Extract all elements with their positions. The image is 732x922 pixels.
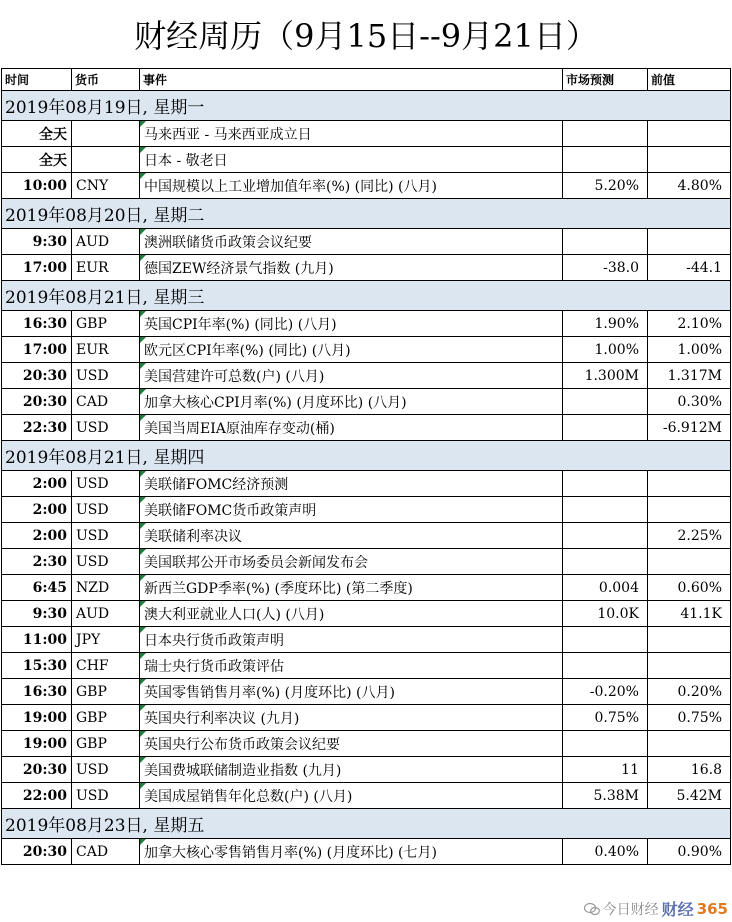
- event-name: 德国ZEW经济景气指数 (九月): [140, 255, 563, 281]
- page-title: 财经周历（9月15日--9月21日）: [134, 17, 598, 55]
- day-label: 2019年08月21日, 星期四: [2, 441, 731, 471]
- event-currency: GBP: [72, 679, 140, 705]
- event-previous: [648, 229, 731, 255]
- event-row: [2, 653, 731, 679]
- event-currency: [72, 121, 140, 147]
- event-currency: GBP: [72, 311, 140, 337]
- event-previous: 5.42M: [648, 783, 731, 809]
- event-name: 中国规模以上工业增加值年率(%) (同比) (八月): [140, 173, 563, 199]
- event-forecast: 1.300M: [563, 363, 648, 389]
- event-previous: -6.912M: [648, 415, 731, 441]
- event-currency: CNY: [72, 173, 140, 199]
- event-currency: [72, 147, 140, 173]
- event-currency: USD: [72, 471, 140, 497]
- event-time: 17:00: [2, 337, 72, 363]
- event-previous: [648, 147, 731, 173]
- event-previous: 0.30%: [648, 389, 731, 415]
- event-currency: USD: [72, 757, 140, 783]
- event-currency: USD: [72, 415, 140, 441]
- event-time: 20:30: [2, 839, 72, 865]
- day-label: 2019年08月19日, 星期一: [2, 91, 731, 121]
- event-time: 9:30: [2, 229, 72, 255]
- event-forecast: [563, 523, 648, 549]
- event-time: 16:30: [2, 679, 72, 705]
- event-name: 美国联邦公开市场委员会新闻发布会: [140, 549, 563, 575]
- event-time: 2:00: [2, 523, 72, 549]
- day-label: 2019年08月21日, 星期三: [2, 281, 731, 311]
- day-header-row: [2, 441, 731, 471]
- event-name: 欧元区CPI年率(%) (同比) (八月): [140, 337, 563, 363]
- event-row: [2, 601, 731, 627]
- event-time: 16:30: [2, 311, 72, 337]
- event-previous: [648, 653, 731, 679]
- day-label: 2019年08月23日, 星期五: [2, 809, 731, 839]
- event-previous: 41.1K: [648, 601, 731, 627]
- event-row: [2, 731, 731, 757]
- event-name: 美联储利率决议: [140, 523, 563, 549]
- event-previous: [648, 471, 731, 497]
- event-previous: [648, 497, 731, 523]
- event-previous: 0.75%: [648, 705, 731, 731]
- watermark-brand-num: 365: [696, 899, 728, 918]
- event-previous: 1.00%: [648, 337, 731, 363]
- event-forecast: 11: [563, 757, 648, 783]
- event-forecast: [563, 731, 648, 757]
- event-previous: 16.8: [648, 757, 731, 783]
- event-forecast: [563, 549, 648, 575]
- event-previous: [648, 627, 731, 653]
- event-row: [2, 471, 731, 497]
- day-header-row: [2, 91, 731, 121]
- event-currency: CAD: [72, 389, 140, 415]
- event-forecast: [563, 627, 648, 653]
- event-name: 英国零售销售月率(%) (月度环比) (八月): [140, 679, 563, 705]
- event-name: 美国费城联储制造业指数 (九月): [140, 757, 563, 783]
- event-name: 新西兰GDP季率(%) (季度环比) (第二季度): [140, 575, 563, 601]
- event-currency: CHF: [72, 653, 140, 679]
- col-header-currency: 货币: [72, 69, 140, 91]
- event-forecast: 0.40%: [563, 839, 648, 865]
- col-header-time: 时间: [2, 69, 72, 91]
- event-currency: USD: [72, 523, 140, 549]
- col-header-forecast: 市场预测: [563, 69, 648, 91]
- event-previous: -44.1: [648, 255, 731, 281]
- event-previous: 2.10%: [648, 311, 731, 337]
- event-currency: NZD: [72, 575, 140, 601]
- event-previous: 0.20%: [648, 679, 731, 705]
- event-time: 6:45: [2, 575, 72, 601]
- event-row: [2, 549, 731, 575]
- event-previous: [648, 731, 731, 757]
- event-currency: AUD: [72, 601, 140, 627]
- event-forecast: [563, 653, 648, 679]
- event-row: [2, 229, 731, 255]
- event-forecast: [563, 121, 648, 147]
- event-row: [2, 173, 731, 199]
- event-currency: USD: [72, 549, 140, 575]
- event-forecast: 10.0K: [563, 601, 648, 627]
- event-currency: JPY: [72, 627, 140, 653]
- event-forecast: [563, 497, 648, 523]
- event-currency: CAD: [72, 839, 140, 865]
- calendar-table: [1, 68, 731, 865]
- watermark-text: 今日财经: [602, 901, 659, 918]
- watermark: [584, 897, 728, 920]
- event-forecast: 0.004: [563, 575, 648, 601]
- event-forecast: -38.0: [563, 255, 648, 281]
- wechat-icon: [584, 902, 600, 916]
- event-name: 加拿大核心零售销售月率(%) (月度环比) (七月): [140, 839, 563, 865]
- event-name: 美国营建许可总数(户) (八月): [140, 363, 563, 389]
- event-time: 20:30: [2, 363, 72, 389]
- event-previous: [648, 121, 731, 147]
- event-row: [2, 783, 731, 809]
- event-name: 澳洲联储货币政策会议纪要: [140, 229, 563, 255]
- event-time: 10:00: [2, 173, 72, 199]
- event-name: 英国央行利率决议 (九月): [140, 705, 563, 731]
- watermark-brand: 财经: [661, 900, 694, 919]
- event-previous: 4.80%: [648, 173, 731, 199]
- event-forecast: 1.90%: [563, 311, 648, 337]
- event-row: [2, 839, 731, 865]
- event-forecast: [563, 415, 648, 441]
- event-forecast: [563, 229, 648, 255]
- event-currency: AUD: [72, 229, 140, 255]
- event-forecast: [563, 147, 648, 173]
- event-row: [2, 337, 731, 363]
- event-row: [2, 705, 731, 731]
- event-row: [2, 255, 731, 281]
- event-previous: 0.60%: [648, 575, 731, 601]
- event-forecast: -0.20%: [563, 679, 648, 705]
- event-name: 马来西亚 - 马来西亚成立日: [140, 121, 563, 147]
- event-name: 加拿大核心CPI月率(%) (月度环比) (八月): [140, 389, 563, 415]
- event-time: 11:00: [2, 627, 72, 653]
- event-row: [2, 627, 731, 653]
- event-forecast: 5.38M: [563, 783, 648, 809]
- event-currency: USD: [72, 363, 140, 389]
- event-forecast: 1.00%: [563, 337, 648, 363]
- event-row: [2, 389, 731, 415]
- event-time: 19:00: [2, 705, 72, 731]
- col-header-event: 事件: [140, 69, 563, 91]
- event-row: [2, 363, 731, 389]
- event-currency: GBP: [72, 705, 140, 731]
- event-forecast: 0.75%: [563, 705, 648, 731]
- event-name: 日本 - 敬老日: [140, 147, 563, 173]
- event-forecast: 5.20%: [563, 173, 648, 199]
- event-previous: 0.90%: [648, 839, 731, 865]
- event-currency: GBP: [72, 731, 140, 757]
- event-previous: [648, 549, 731, 575]
- event-name: 美国成屋销售年化总数(户) (八月): [140, 783, 563, 809]
- event-time: 2:00: [2, 471, 72, 497]
- event-row: [2, 121, 731, 147]
- event-name: 瑞士央行货币政策评估: [140, 653, 563, 679]
- day-header-row: [2, 809, 731, 839]
- event-previous: 2.25%: [648, 523, 731, 549]
- event-currency: EUR: [72, 255, 140, 281]
- event-row: [2, 679, 731, 705]
- event-row: [2, 415, 731, 441]
- event-row: [2, 497, 731, 523]
- day-header-row: [2, 281, 731, 311]
- event-name: 日本央行货币政策声明: [140, 627, 563, 653]
- event-row: [2, 147, 731, 173]
- event-time: 22:30: [2, 415, 72, 441]
- event-name: 英国央行公布货币政策会议纪要: [140, 731, 563, 757]
- event-row: [2, 757, 731, 783]
- event-time: 2:00: [2, 497, 72, 523]
- event-name: 美联储FOMC经济预测: [140, 471, 563, 497]
- event-time: 9:30: [2, 601, 72, 627]
- event-currency: USD: [72, 497, 140, 523]
- event-name: 澳大利亚就业人口(人) (八月): [140, 601, 563, 627]
- event-time: 17:00: [2, 255, 72, 281]
- event-time: 15:30: [2, 653, 72, 679]
- day-header-row: [2, 199, 731, 229]
- event-name: 英国CPI年率(%) (同比) (八月): [140, 311, 563, 337]
- col-header-previous: 前值: [648, 69, 731, 91]
- event-forecast: [563, 471, 648, 497]
- event-time: 20:30: [2, 389, 72, 415]
- event-row: [2, 523, 731, 549]
- event-time: 2:30: [2, 549, 72, 575]
- event-currency: USD: [72, 783, 140, 809]
- event-time: 20:30: [2, 757, 72, 783]
- event-time: 全天: [2, 147, 72, 173]
- day-label: 2019年08月20日, 星期二: [2, 199, 731, 229]
- event-currency: EUR: [72, 337, 140, 363]
- event-time: 19:00: [2, 731, 72, 757]
- event-row: [2, 575, 731, 601]
- event-previous: 1.317M: [648, 363, 731, 389]
- event-row: [2, 311, 731, 337]
- header-row: [2, 69, 731, 91]
- event-time: 全天: [2, 121, 72, 147]
- event-name: 美联储FOMC货币政策声明: [140, 497, 563, 523]
- event-time: 22:00: [2, 783, 72, 809]
- event-forecast: [563, 389, 648, 415]
- event-name: 美国当周EIA原油库存变动(桶): [140, 415, 563, 441]
